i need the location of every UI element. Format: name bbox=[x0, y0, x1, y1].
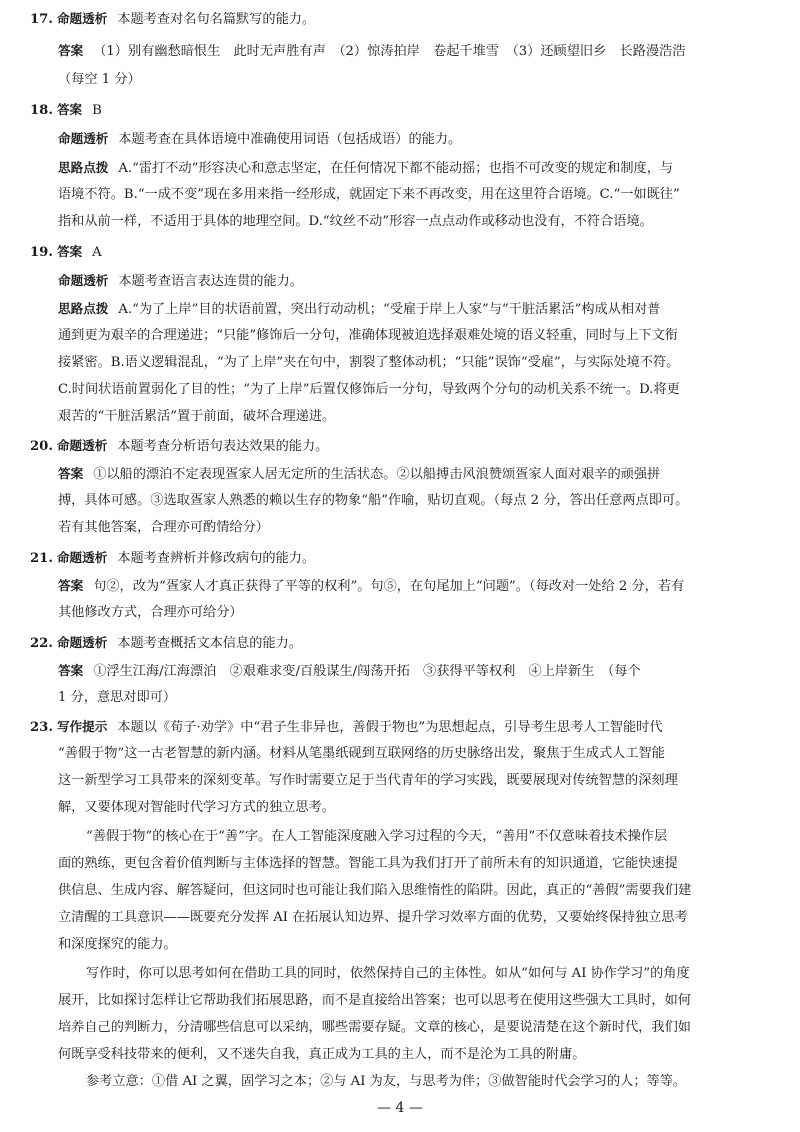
q19-hint-line-4: C.时间状语前置弱化了目的性；“为了上岸”后置仅修饰后一分句，导致两个分句的动机关系不统一。D.将更 bbox=[58, 382, 680, 397]
q21-answer-line-2: 其他修改方式，合理亦可给分） bbox=[58, 605, 243, 620]
q22-analysis-tag: 命题透析 bbox=[56, 635, 108, 650]
q23-p1-line-4: 解，又要体现对智能时代学习方式的独立思考。 bbox=[58, 800, 335, 815]
q23-tip-tag: 写作提示 bbox=[56, 719, 108, 734]
q18-hint-line-1 bbox=[30, 159, 800, 178]
q17-analysis-tag: 命题透析 bbox=[56, 11, 108, 26]
q23-p2-line-3: 供信息、生成内容、解答疑问，但这同时也可能让我们陷入思维惰性的陷阱。因此，真正的“善假”需要我们建 bbox=[58, 883, 692, 898]
q18-hint-tag: 思路点拨 bbox=[58, 160, 109, 175]
q21-answer-text-1: 句②，改为“疍家人才真正获得了平等的权利”。句⑤，在句尾加上“问题”。（每改对一处给 2 分，若有 bbox=[93, 579, 685, 594]
q23-p3-line-3: 培养自己的判断力，分清哪些信息可以采纳，哪些需要存疑。文章的核心，是要说清楚在这个新时代，我们如 bbox=[58, 1020, 691, 1035]
q20-number: 20. bbox=[30, 439, 53, 454]
q20-analysis-tag: 命题透析 bbox=[56, 438, 108, 453]
q17-analysis-text: 本题考查对名句名篇默写的能力。 bbox=[117, 12, 316, 27]
q20-analysis-line bbox=[30, 437, 780, 456]
q23-p2-line-2: 面的熟练，更包含着价值判断与主体选择的智慧。智能工具为我们打开了前所未有的知识通道，它能快速提 bbox=[58, 856, 678, 871]
q19-analysis-text: 本题考查语言表达连贯的能力。 bbox=[118, 274, 303, 289]
q18-hint-line-3: 指和从前一样，不适用于具体的地理空间。D.“纹丝不动”形容一点点动作或移动也没有，不符合语境。 bbox=[58, 214, 653, 229]
q23-p3-line-2: 展开，比如探讨怎样让它帮助我们拓展思路，而不是直接给出答案；也可以思考在使用这些强大工具时，如何 bbox=[58, 993, 691, 1008]
q23-p1-text-1: 本题以《荀子·劝学》中“君子生非异也，善假于物也”为思想起点，引导考生思考人工智能时代 bbox=[117, 720, 663, 735]
q19-hint-line-3: 接紧密。B.语义逻辑混乱，“为了上岸”夹在句中，割裂了整体动机；“只能”误饰“受雇”，与实际处境不符。 bbox=[58, 355, 680, 370]
q22-answer-text-1: ①浮生江海/江海漂泊 ②艰难求变/百般谋生/闯荡开拓 ③获得平等权利 ④上岸新生 （每个 bbox=[93, 664, 641, 679]
q19-hint-line-2: 通到更为艰辛的合理递进；“只能”修饰后一分句，准确体现被迫选择艰难处境的语义轻重，同时与上下文衔 bbox=[58, 328, 679, 343]
q18-answer: B bbox=[92, 103, 102, 118]
q19-hint-line-5: 艰苦的“干脏活累活”置于前面，破坏合理递进。 bbox=[58, 409, 336, 424]
page-number: — 4 — bbox=[377, 1100, 423, 1116]
q19-answer-tag: 答案 bbox=[56, 244, 83, 259]
q18-answer-tag: 答案 bbox=[56, 102, 83, 117]
q21-analysis-tag: 命题透析 bbox=[56, 550, 108, 565]
q21-number: 21. bbox=[30, 551, 53, 566]
q19-analysis-tag: 命题透析 bbox=[58, 273, 109, 288]
q20-answer-line-1 bbox=[30, 465, 800, 484]
q19-answer: A bbox=[92, 245, 102, 260]
q22-analysis-text: 本题考查概括文本信息的能力。 bbox=[117, 636, 302, 651]
q18-hint-text-1: A.“雷打不动”形容决心和意志坚定，在任何情况下都不能动摇；也指不可改变的规定和制度，与 bbox=[118, 161, 674, 176]
q18-analysis-tag: 命题透析 bbox=[58, 131, 109, 146]
q19-answer-line bbox=[30, 243, 780, 262]
q23-p3-line-1: 写作时，你可以思考如何在借助工具的同时，依然保持自己的主体性。如从“如何与 AI 协作学习”的角度 bbox=[86, 966, 690, 981]
q19-hint-tag: 思路点拨 bbox=[58, 301, 109, 316]
q17-answer-line bbox=[30, 42, 800, 61]
q23-p1-line-3: 这一新型学习工具带来的深刻变革。写作时需要立足于当代青年的学习实践，既要展现对传统智慧的深刻理 bbox=[58, 773, 678, 788]
q22-answer-line-2: 1 分，意思对即可） bbox=[58, 690, 177, 705]
q23-line-1 bbox=[30, 718, 780, 737]
q17-answer-note: （每空 1 分） bbox=[58, 72, 141, 87]
q21-answer-tag: 答案 bbox=[58, 578, 84, 593]
q19-hint-text-1: A.“为了上岸”目的状语前置，突出行动动机；“受雇于岸上人家”与“干脏活累活”构成从相对普 bbox=[118, 302, 661, 317]
q21-analysis-text: 本题考查辨析并修改病句的能力。 bbox=[117, 551, 316, 566]
q17-analysis-line bbox=[30, 10, 780, 29]
q18-number: 18. bbox=[30, 103, 53, 118]
q19-analysis-line bbox=[30, 272, 800, 291]
q19-hint-line-1 bbox=[30, 300, 800, 319]
q17-answer-tag: 答案 bbox=[58, 43, 84, 58]
q20-analysis-text: 本题考查分析语句表达效果的能力。 bbox=[117, 439, 329, 454]
q18-answer-line bbox=[30, 101, 780, 120]
q23-p2-line-1: “善假于物”的核心在于“善”字。在人工智能深度融入学习过程的今天，“善用”不仅意味着技术操作层 bbox=[86, 829, 668, 844]
q19-number: 19. bbox=[30, 245, 53, 260]
q23-p2-line-4: 立清醒的工具意识——既要充分发挥 AI 在拓展认知边界、提升学习效率方面的优势，又要始终保持独立思考 bbox=[58, 910, 688, 925]
q21-analysis-line bbox=[30, 549, 780, 568]
q23-p3-line-4: 何既享受科技带来的便利，又不迷失自我，真正成为工具的主人，而不是沦为工具的附庸。 bbox=[58, 1047, 586, 1062]
q18-analysis-text: 本题考查在具体语境中准确使用词语（包括成语）的能力。 bbox=[118, 132, 462, 147]
q23-number: 23. bbox=[30, 720, 53, 735]
q22-answer-tag: 答案 bbox=[58, 663, 84, 678]
q20-answer-text-1: ①以船的漂泊不定表现疍家人居无定所的生活状态。②以船搏击风浪赞颂疍家人面对艰辛的顽强拼 bbox=[93, 467, 661, 482]
q23-p1-line-2: “善假于物”这一古老智慧的新内涵。材料从笔墨纸砚到互联网络的历史脉络出发，聚焦于生成式人工智能 bbox=[58, 746, 665, 761]
q22-analysis-line bbox=[30, 634, 780, 653]
q20-answer-tag: 答案 bbox=[58, 466, 84, 481]
q20-answer-line-3: 若有其他答案，合理亦可酌情给分） bbox=[58, 520, 269, 535]
q22-number: 22. bbox=[30, 636, 53, 651]
q17-answer-text: （1）别有幽愁暗恨生 此时无声胜有声 （2）惊涛拍岸 卷起千堆雪 （3）还顾望旧乡 长路漫浩浩 bbox=[93, 44, 686, 59]
q18-analysis-line bbox=[30, 130, 800, 149]
q23-p4-line-1: 参考立意：①借 AI 之翼，固学习之本；②与 AI 为友，与思考为伴；③做智能时代会学习的人；等等。 bbox=[86, 1074, 687, 1089]
q20-answer-line-2: 搏，具体可感。③选取疍家人熟悉的赖以生存的物象“船”作喻，贴切直观。（每点 2 分，答出任意两点即可。 bbox=[58, 493, 689, 508]
q18-hint-line-2: 语境不符。B.“一成不变”现在多用来指一经形成，就固定下来不再改变，用在这里符合语境。C.“一如既往” bbox=[58, 187, 680, 202]
q23-p2-line-5: 和深度探究的能力。 bbox=[58, 937, 177, 952]
q17-number: 17. bbox=[30, 12, 53, 27]
q22-answer-line-1 bbox=[30, 662, 800, 681]
q21-answer-line-1 bbox=[30, 577, 800, 596]
